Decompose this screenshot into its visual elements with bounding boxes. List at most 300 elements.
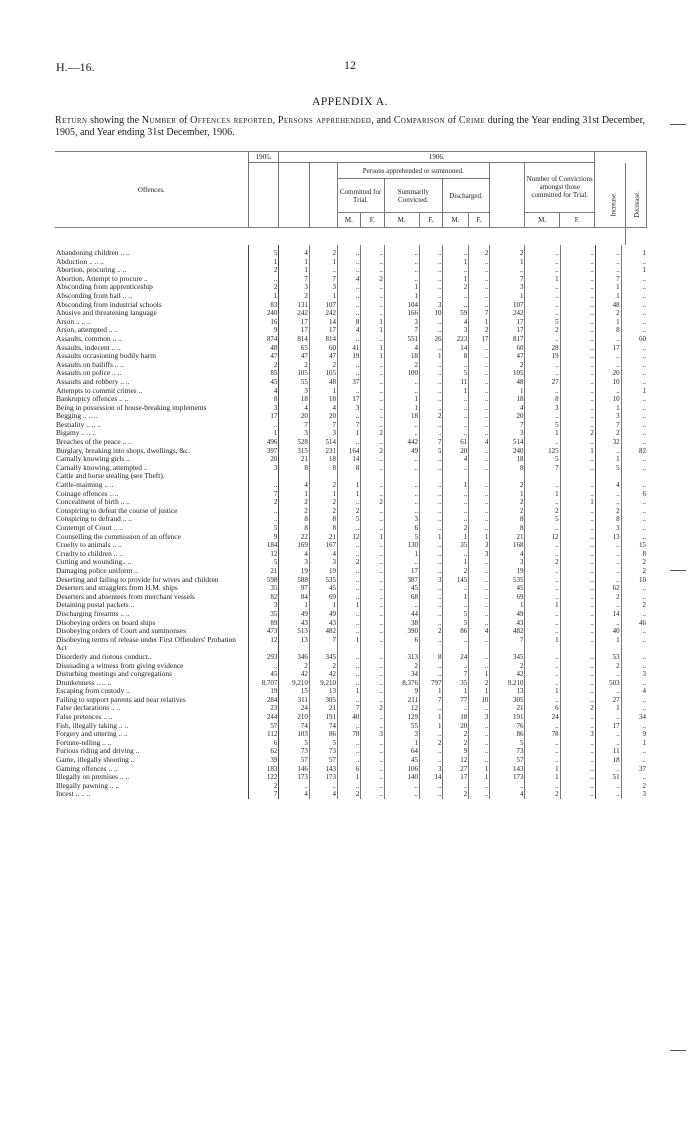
table-cell: 20: [443, 722, 469, 731]
table-cell: 2: [525, 507, 560, 516]
table-cell: ..: [621, 696, 647, 705]
table-cell: ..: [337, 412, 360, 421]
table-cell: ..: [621, 464, 647, 473]
table-cell: 86: [490, 730, 525, 739]
table-cell: ..: [595, 550, 621, 559]
table-cell: ..: [361, 593, 384, 602]
table-cell: 2: [309, 498, 337, 507]
table-cell: 35: [248, 610, 278, 619]
table-cell: 35: [248, 584, 278, 593]
table-cell: 4: [469, 438, 490, 447]
table-cell: 3: [248, 464, 278, 473]
table-cell: 57: [248, 722, 278, 731]
table-cell: 3: [384, 515, 419, 524]
table-cell: ..: [595, 576, 621, 585]
table-cell: 1: [595, 292, 621, 301]
table-cell: 7: [337, 704, 360, 713]
table-cell: 2: [595, 593, 621, 602]
table-cell: ..: [443, 584, 469, 593]
table-cell: ..: [621, 679, 647, 688]
table-cell: 65: [279, 344, 309, 353]
table-cell: ..: [469, 283, 490, 292]
table-cell: 42: [279, 670, 309, 679]
table-cell: ..: [525, 387, 560, 396]
table-cell: 62: [595, 584, 621, 593]
table-cell: ..: [595, 558, 621, 567]
table-cell: 313: [384, 653, 419, 662]
table-cell: ..: [361, 507, 384, 516]
table-cell: ..: [469, 352, 490, 361]
table-cell: 1: [443, 593, 469, 602]
table-cell: 1: [525, 429, 560, 438]
table-row: [55, 507, 647, 516]
offence-name: Bigamy .. .. ..: [56, 429, 97, 438]
table-cell: ..: [443, 636, 469, 653]
table-cell: ..: [420, 662, 443, 671]
offence-name: Attempts to commit crimes ..: [56, 386, 143, 395]
table-cell: ..: [595, 490, 621, 499]
offence-name: Damaging police uniform ..: [56, 566, 138, 575]
table-cell: ..: [443, 490, 469, 499]
table-cell: ..: [248, 507, 278, 516]
table-cell: ..: [469, 653, 490, 662]
table-cell: ..: [420, 481, 443, 490]
summarily-header: Summarily Convicted.: [384, 179, 443, 213]
table-cell: 18: [490, 455, 525, 464]
table-cell: ..: [443, 704, 469, 713]
table-cell: 2: [384, 361, 419, 370]
table-cell: ..: [560, 601, 595, 610]
table-cell: ..: [361, 412, 384, 421]
offence-name: Fish, illegally taking .. ..: [56, 721, 129, 730]
table-cell: ..: [469, 782, 490, 791]
male-header: M.: [525, 212, 560, 227]
table-cell: 1: [420, 722, 443, 731]
table-cell: ..: [621, 378, 647, 387]
table-cell: ..: [420, 610, 443, 619]
table-cell: 1: [384, 395, 419, 404]
table-cell: 40: [337, 713, 360, 722]
table-cell: ..: [443, 550, 469, 559]
table-cell: ..: [595, 245, 621, 258]
table-cell: 3: [309, 429, 337, 438]
table-cell: 482: [490, 627, 525, 636]
table-cell: ..: [361, 790, 384, 799]
table-cell: ..: [337, 266, 360, 275]
table-cell: 9: [621, 730, 647, 739]
table-cell: ..: [469, 258, 490, 267]
page-number: 12: [344, 58, 356, 72]
table-cell: ..: [525, 258, 560, 267]
table-cell: 5: [420, 447, 443, 456]
table-cell: 48: [595, 301, 621, 310]
table-cell: ..: [560, 438, 595, 447]
table-cell: 1: [361, 326, 384, 335]
table-cell: 9: [384, 687, 419, 696]
table-cell: 8: [490, 515, 525, 524]
table-cell: 4: [309, 550, 337, 559]
table-cell: ..: [560, 524, 595, 533]
table-cell: ..: [469, 361, 490, 370]
table-cell: 7: [595, 421, 621, 430]
offence-name: Assaults on police .. ..: [56, 369, 122, 378]
table-cell: 145: [443, 576, 469, 585]
table-cell: 588: [279, 576, 309, 585]
offence-name: Gaming offences .. ..: [56, 764, 118, 773]
table-cell: 8: [490, 524, 525, 533]
table-cell: ..: [469, 790, 490, 799]
table-cell: ..: [560, 361, 595, 370]
table-row: [55, 421, 647, 430]
table-cell: 814: [279, 335, 309, 344]
table-cell: ..: [560, 378, 595, 387]
table-cell: 13: [490, 687, 525, 696]
table-cell: [621, 472, 647, 481]
table-cell: 2: [337, 558, 360, 567]
table-cell: 19: [279, 567, 309, 576]
table-cell: 2: [595, 309, 621, 318]
table-cell: ..: [384, 601, 419, 610]
table-cell: 7: [279, 421, 309, 430]
table-cell: ..: [361, 395, 384, 404]
table-cell: 105: [309, 369, 337, 378]
table-cell: ..: [560, 627, 595, 636]
table-cell: ..: [248, 275, 278, 284]
offence-name: Coinage offences .. ..: [56, 489, 119, 498]
table-cell: 60: [490, 344, 525, 353]
table-cell: 1: [309, 490, 337, 499]
table-cell: 191: [309, 713, 337, 722]
table-cell: ..: [337, 567, 360, 576]
table-cell: 4: [248, 387, 278, 396]
table-cell: ..: [525, 283, 560, 292]
table-cell: 45: [490, 584, 525, 593]
table-cell: 48: [248, 344, 278, 353]
table-row: [55, 498, 647, 507]
table-cell: 86: [443, 627, 469, 636]
table-cell: 8: [621, 550, 647, 559]
table-row: [55, 387, 647, 396]
table-cell: ..: [443, 361, 469, 370]
table-cell: ..: [560, 576, 595, 585]
table-cell: 3: [279, 387, 309, 396]
table-cell: 305: [490, 696, 525, 705]
table-cell: 1: [525, 275, 560, 284]
offence-name: Escaping from custody ..: [56, 687, 130, 696]
table-cell: ..: [361, 670, 384, 679]
table-cell: 4: [279, 481, 309, 490]
table-row: [55, 524, 647, 533]
table-cell: ..: [443, 782, 469, 791]
table-cell: 7: [309, 275, 337, 284]
table-cell: 1: [595, 455, 621, 464]
table-cell: ..: [621, 258, 647, 267]
table-cell: ..: [361, 404, 384, 413]
table-cell: ..: [621, 704, 647, 713]
table-cell: ..: [525, 670, 560, 679]
table-cell: 7: [309, 636, 337, 653]
table-cell: 1: [361, 533, 384, 542]
table-cell: ..: [595, 447, 621, 456]
table-cell: ..: [361, 662, 384, 671]
table-cell: ..: [621, 404, 647, 413]
table-cell: ..: [420, 601, 443, 610]
table-cell: ..: [469, 704, 490, 713]
table-cell: 2: [621, 601, 647, 610]
table-cell: 13: [279, 636, 309, 653]
table-cell: ..: [595, 567, 621, 576]
table-row: [55, 344, 647, 353]
table-cell: 15: [621, 541, 647, 550]
table-cell: ..: [337, 292, 360, 301]
table-cell: ..: [337, 301, 360, 310]
table-cell: 7: [420, 438, 443, 447]
table-cell: ..: [337, 756, 360, 765]
table-cell: ..: [361, 765, 384, 774]
table-cell: 17: [490, 318, 525, 327]
table-cell: ..: [560, 610, 595, 619]
table-cell: 1: [309, 387, 337, 396]
table-cell: 51: [595, 773, 621, 782]
table-cell: 1: [469, 533, 490, 542]
table-cell: ..: [621, 301, 647, 310]
table-cell: 503: [595, 679, 621, 688]
table-cell: ..: [361, 387, 384, 396]
table-cell: ..: [443, 404, 469, 413]
table-cell: 4: [337, 275, 360, 284]
table-cell: 168: [490, 541, 525, 550]
table-cell: 3: [490, 283, 525, 292]
table-row: [55, 490, 647, 499]
table-cell: ..: [469, 524, 490, 533]
table-cell: ..: [361, 541, 384, 550]
table-cell: 20: [490, 412, 525, 421]
female-header: F.: [419, 212, 442, 227]
table-cell: [337, 472, 360, 481]
table-cell: 49: [309, 610, 337, 619]
table-cell: ..: [420, 378, 443, 387]
offence-name: Carnally knowing girls ..: [56, 455, 130, 464]
table-cell: 3: [490, 558, 525, 567]
table-cell: 2: [595, 507, 621, 516]
table-cell: 2: [361, 429, 384, 438]
table-cell: 15: [279, 687, 309, 696]
table-cell: 210: [279, 713, 309, 722]
table-cell: ..: [469, 722, 490, 731]
table-cell: 17: [248, 412, 278, 421]
table-cell: 1: [443, 687, 469, 696]
table-cell: 3: [248, 404, 278, 413]
table-header: [55, 151, 647, 228]
table-cell: 6: [525, 704, 560, 713]
table-cell: ..: [469, 515, 490, 524]
offence-name: Concealment of birth .. ..: [56, 498, 130, 507]
table-cell: 8: [595, 326, 621, 335]
male-header: M.: [384, 212, 419, 227]
table-cell: 21: [490, 533, 525, 542]
total-persons-header: [489, 163, 524, 228]
table-cell: ..: [337, 696, 360, 705]
table-cell: 1: [420, 713, 443, 722]
table-cell: ..: [361, 558, 384, 567]
table-cell: 14: [420, 773, 443, 782]
table-cell: 169: [279, 541, 309, 550]
decrease-header: Decrease.: [625, 163, 648, 245]
offence-name: Deserters and absentees from merchant vessels: [56, 592, 195, 601]
offence-name: Game, illegally shooting ..: [56, 756, 135, 765]
table-row: [55, 318, 647, 327]
table-cell: ..: [560, 593, 595, 602]
table-cell: 49: [384, 447, 419, 456]
table-cell: 183: [248, 765, 278, 774]
title-part: during the Year ending 31st December, 1905, and Year ending 31st December, 1906.: [55, 115, 646, 138]
table-cell: 2: [490, 498, 525, 507]
table-cell: 107: [309, 301, 337, 310]
table-cell: 10: [420, 309, 443, 318]
table-cell: ..: [443, 464, 469, 473]
table-cell: ..: [337, 541, 360, 550]
table-cell: 1: [490, 258, 525, 267]
table-cell: 346: [279, 653, 309, 662]
table-cell: 85: [248, 369, 278, 378]
table-cell: ..: [525, 292, 560, 301]
table-cell: 1: [469, 765, 490, 774]
table-cell: 2: [560, 704, 595, 713]
table-cell: ..: [420, 498, 443, 507]
table-cell: [384, 472, 419, 481]
table-cell: 7: [490, 421, 525, 430]
table-cell: 45: [384, 756, 419, 765]
table-cell: 1: [525, 636, 560, 653]
table-cell: 48: [490, 378, 525, 387]
table-cell: ..: [560, 722, 595, 731]
table-cell: 5: [337, 515, 360, 524]
table-cell: ..: [560, 464, 595, 473]
table-cell: 8: [309, 524, 337, 533]
title-part: ,: [272, 115, 278, 126]
table-cell: ..: [337, 593, 360, 602]
title-part: Persons apprehended: [277, 115, 372, 126]
table-cell: 55: [384, 722, 419, 731]
table-cell: 167: [309, 541, 337, 550]
table-cell: 17: [384, 567, 419, 576]
table-cell: 1: [309, 258, 337, 267]
table-cell: 57: [490, 756, 525, 765]
table-cell: 5: [595, 464, 621, 473]
table-cell: 2: [248, 283, 278, 292]
table-cell: ..: [361, 627, 384, 636]
table-cell: ..: [420, 704, 443, 713]
table-cell: 100: [384, 369, 419, 378]
table-cell: 146: [279, 765, 309, 774]
table-cell: ..: [525, 438, 560, 447]
table-cell: ..: [337, 550, 360, 559]
table-cell: ..: [560, 318, 595, 327]
discharged-header: Discharged.: [443, 179, 490, 213]
table-cell: ..: [560, 567, 595, 576]
table-cell: 4: [490, 550, 525, 559]
table-row: [55, 773, 647, 782]
offence-name: Cruelty to children .. ..: [56, 549, 123, 558]
offence-name: Conspiring to defeat the course of justice: [56, 506, 178, 515]
table-cell: ..: [361, 361, 384, 370]
table-cell: ..: [469, 739, 490, 748]
table-cell: ..: [560, 275, 595, 284]
table-cell: ..: [361, 567, 384, 576]
table-cell: 2: [309, 361, 337, 370]
table-cell: 315: [279, 447, 309, 456]
table-cell: 131: [279, 301, 309, 310]
table-cell: ..: [384, 258, 419, 267]
table-cell: ..: [560, 653, 595, 662]
table-cell: ..: [525, 266, 560, 275]
table-cell: ..: [595, 782, 621, 791]
table-cell: 1: [443, 387, 469, 396]
table-cell: 1: [490, 292, 525, 301]
table-cell: 2: [337, 507, 360, 516]
table-cell: 5: [525, 318, 560, 327]
offence-name: Abandoning children .. ..: [56, 248, 130, 257]
table-cell: 9: [248, 533, 278, 542]
offence-name: Arson, attempted .. ..: [56, 326, 118, 335]
table-cell: 244: [248, 713, 278, 722]
table-cell: ..: [443, 292, 469, 301]
title-part: Crime: [458, 115, 486, 126]
table-cell: ..: [469, 429, 490, 438]
offence-name: Abortion, Attempt to procure ..: [56, 274, 148, 283]
offence-name: Cattle-maiming .. ..: [56, 481, 114, 490]
table-cell: 20: [595, 369, 621, 378]
table-cell: ..: [469, 481, 490, 490]
table-cell: ..: [525, 679, 560, 688]
table-cell: ..: [337, 619, 360, 628]
table-cell: 2: [443, 730, 469, 739]
table-cell: 3: [337, 404, 360, 413]
table-cell: 34: [384, 670, 419, 679]
table-cell: 3: [469, 713, 490, 722]
table-cell: 9,210: [279, 679, 309, 688]
table-cell: ..: [384, 455, 419, 464]
table-cell: ..: [361, 490, 384, 499]
table-row: [55, 301, 647, 310]
table-cell: ..: [560, 782, 595, 791]
table-cell: 173: [279, 773, 309, 782]
male-header: M.: [337, 212, 360, 227]
table-cell: [490, 472, 525, 481]
table-cell: ..: [560, 515, 595, 524]
offence-name: Being in possession of house-breaking implements: [56, 403, 207, 412]
table-cell: 9,210: [309, 679, 337, 688]
table-cell: 5: [525, 421, 560, 430]
table-cell: ..: [560, 550, 595, 559]
table-cell: ..: [361, 378, 384, 387]
table-cell: 74: [279, 722, 309, 731]
table-cell: 42: [490, 670, 525, 679]
table-cell: 17: [443, 773, 469, 782]
table-cell: 5: [490, 739, 525, 748]
table-cell: ..: [595, 730, 621, 739]
table-cell: 47: [248, 352, 278, 361]
table-cell: [469, 472, 490, 481]
offence-name: Conspiring to defraud .. ..: [56, 515, 132, 524]
table-cell: ..: [420, 266, 443, 275]
table-cell: 2: [309, 245, 337, 258]
table-cell: 21: [309, 704, 337, 713]
table-cell: ..: [337, 627, 360, 636]
table-cell: 514: [490, 438, 525, 447]
table-cell: 83: [248, 301, 278, 310]
table-cell: ..: [361, 747, 384, 756]
